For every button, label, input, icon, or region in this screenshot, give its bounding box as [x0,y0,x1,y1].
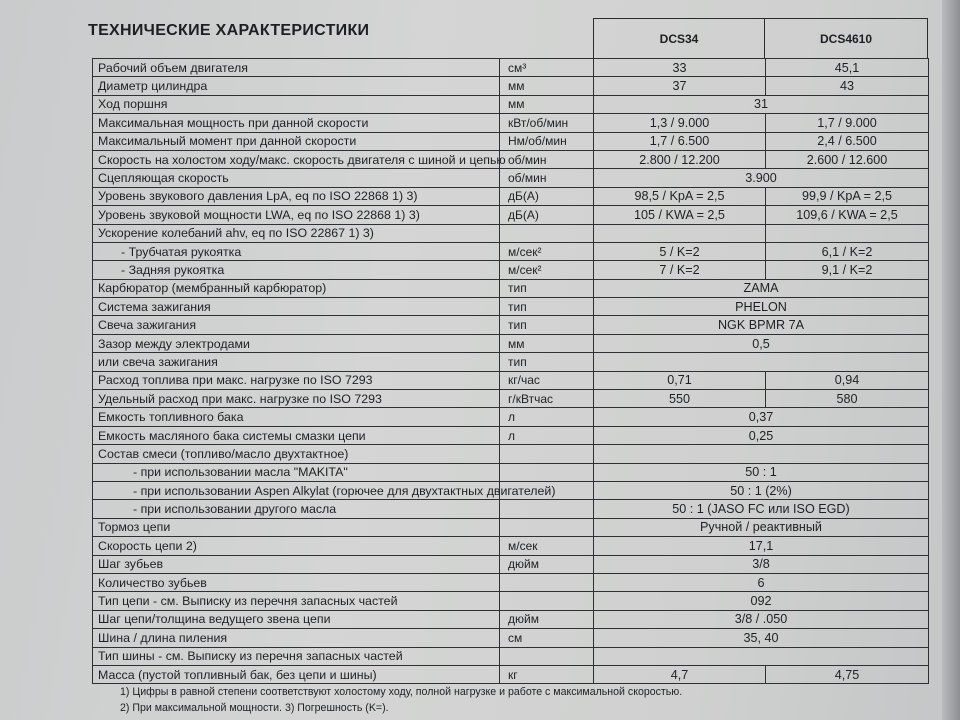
spec-value-shared: 35, 40 [594,629,929,647]
spec-label: Емкость топливного бака [93,408,500,426]
table-row [93,518,929,536]
spec-value-dcs4610: 9,1 / K=2 [766,261,929,279]
spec-label: Шаг цепи/толщина ведущего звена цепи [93,610,500,628]
table-row [93,481,929,499]
spec-label: - при использовании масла "MAKITA" [93,463,500,481]
table-row [93,150,929,168]
spec-unit: г/кВтчас [500,390,594,408]
spec-value-shared: 3/8 [594,555,929,573]
spec-value-dcs4610: 43 [766,77,929,95]
table-row [93,629,929,647]
spec-unit: м/сек [500,537,594,555]
spec-label: Состав смеси (топливо/масло двухтактное) [93,445,500,463]
spec-value-dcs4610: 109,6 / KWA = 2,5 [766,206,929,224]
table-row [93,665,929,683]
page-edge [942,0,960,720]
spec-label: Скорость цепи 2) [93,537,500,555]
spec-value-dcs34: 7 / K=2 [594,261,766,279]
spec-unit [500,445,594,463]
spec-label: Количество зубьев [93,573,500,591]
spec-label: Рабочий объем двигателя [93,59,500,77]
table-row [93,242,929,260]
spec-value-dcs34: 1,3 / 9.000 [594,114,766,132]
spec-unit: об/мин [500,150,594,168]
model-header-dcs4610: DCS4610 [764,18,928,58]
table-row [93,279,929,297]
spec-label: Масса (пустой топливный бак, без цепи и шины) [93,665,500,683]
spec-label: Сцепляющая скорость [93,169,500,187]
table-row [93,261,929,279]
table-row [93,408,929,426]
table-row [93,353,929,371]
spec-unit: кВт/об/мин [500,114,594,132]
spec-value-dcs34: 550 [594,390,766,408]
table-row [93,316,929,334]
spec-value-dcs34 [594,224,766,242]
spec-unit [500,573,594,591]
spec-value-shared: 31 [594,95,929,113]
spec-label: Скорость на холостом ходу/макс. скорость двигателя с шиной и цепью [93,150,500,168]
spec-label: Ускорение колебаний ahv, eq по ISO 22867 1) 3) [93,224,500,242]
spec-unit: тип [500,279,594,297]
spec-value-dcs34: 98,5 / KpA = 2,5 [594,187,766,205]
spec-label: Система зажигания [93,298,500,316]
spec-unit: дБ(А) [500,206,594,224]
spec-label: Уровень звукового давления LpA, eq по ISO 22868 1) 3) [93,187,500,205]
spec-unit [500,224,594,242]
spec-label: Шаг зубьев [93,555,500,573]
spec-value-dcs4610: 580 [766,390,929,408]
spec-label: Расход топлива при макс. нагрузке по ISO 7293 [93,371,500,389]
spec-value-shared: Ручной / реактивный [594,518,929,536]
page-title: ТЕХНИЧЕСКИЕ ХАРАКТЕРИСТИКИ [88,22,370,39]
table-row [93,59,929,77]
spec-label: Удельный расход при макс. нагрузке по ISO 7293 [93,390,500,408]
spec-value-dcs34: 33 [594,59,766,77]
spec-value-dcs34: 2.800 / 12.200 [594,150,766,168]
spec-value-dcs4610: 6,1 / K=2 [766,242,929,260]
spec-value-shared: 3/8 / .050 [594,610,929,628]
spec-value-shared: 0,5 [594,334,929,352]
table-row [93,169,929,187]
spec-unit: тип [500,316,594,334]
table-row [93,95,929,113]
spec-value-shared [594,647,929,665]
model-header-dcs34: DCS34 [593,18,765,58]
spec-unit [500,518,594,536]
spec-value-dcs4610: 1,7 / 9.000 [766,114,929,132]
table-row [93,187,929,205]
table-row [93,537,929,555]
table-row [93,334,929,352]
spec-unit: мм [500,334,594,352]
spec-unit: м/сек² [500,261,594,279]
table-row [93,573,929,591]
table-row [93,426,929,444]
spec-value-dcs34: 37 [594,77,766,95]
spec-unit [500,592,594,610]
spec-unit: см [500,629,594,647]
spec-value-shared: 50 : 1 (JASO FC или ISO EGD) [594,500,929,518]
spec-unit: дБ(А) [500,187,594,205]
spec-label: Максимальный момент при данной скорости [93,132,500,150]
spec-label: Максимальная мощность при данной скорости [93,114,500,132]
spec-value-dcs4610: 4,75 [766,665,929,683]
spec-label: Уровень звуковой мощности LWA, eq по ISO 22868 1) 3) [93,206,500,224]
spec-value-dcs34: 1,7 / 6.500 [594,132,766,150]
spec-value-dcs34: 4,7 [594,665,766,683]
table-row [93,647,929,665]
spec-label: Емкость масляного бака системы смазки цепи [93,426,500,444]
spec-unit: об/мин [500,169,594,187]
spec-value-shared: 50 : 1 [594,463,929,481]
spec-value-dcs4610: 45,1 [766,59,929,77]
spec-value-shared: 50 : 1 (2%) [594,481,929,499]
table-row [93,555,929,573]
spec-label: Тип цепи - см. Выписку из перечня запасных частей [93,592,500,610]
spec-unit [500,500,594,518]
spec-unit: м/сек² [500,242,594,260]
spec-unit: мм [500,95,594,113]
footnote-2: 2) При максимальной мощности. 3) Погрешность (K=). [120,702,389,714]
spec-unit [500,463,594,481]
spec-value-shared: ZAMA [594,279,929,297]
spec-unit: тип [500,298,594,316]
spec-value-shared: 092 [594,592,929,610]
spec-value-shared: 17,1 [594,537,929,555]
spec-value-dcs4610: 0,94 [766,371,929,389]
spec-unit: дюйм [500,555,594,573]
spec-table [92,58,929,684]
spec-unit: Нм/об/мин [500,132,594,150]
spec-unit: дюйм [500,610,594,628]
spec-label: Ход поршня [93,95,500,113]
spec-value-dcs34: 0,71 [594,371,766,389]
table-row [93,114,929,132]
table-row [93,592,929,610]
spec-unit: кг [500,665,594,683]
spec-label: или свеча зажигания [93,353,500,371]
spec-label: Свеча зажигания [93,316,500,334]
table-row [93,610,929,628]
spec-unit: см³ [500,59,594,77]
spec-value-dcs4610: 2,4 / 6.500 [766,132,929,150]
spec-label: Шина / длина пиления [93,629,500,647]
table-row [93,77,929,95]
table-row [93,298,929,316]
table-row [93,445,929,463]
spec-value-shared: NGK BPMR 7A [594,316,929,334]
table-row [93,463,929,481]
spec-value-shared: 0,25 [594,426,929,444]
spec-value-shared: PHELON [594,298,929,316]
spec-label: Карбюратор (мембранный карбюратор) [93,279,500,297]
spec-label: - Задняя рукоятка [93,261,500,279]
spec-unit: л [500,408,594,426]
table-row [93,500,929,518]
spec-label: Зазор между электродами [93,334,500,352]
spec-value-shared [594,353,929,371]
spec-label: Тип шины - см. Выписку из перечня запасных частей [93,647,500,665]
spec-value-dcs4610 [766,224,929,242]
table-row [93,206,929,224]
spec-unit: л [500,426,594,444]
spec-value-shared [594,445,929,463]
table-row [93,371,929,389]
spec-value-dcs34: 105 / KWA = 2,5 [594,206,766,224]
spec-unit [500,647,594,665]
spec-label: Диаметр цилиндра [93,77,500,95]
table-row [93,390,929,408]
table-row [93,224,929,242]
spec-value-dcs4610: 2.600 / 12.600 [766,150,929,168]
spec-label: - при использовании другого масла [93,500,500,518]
spec-value-shared: 3.900 [594,169,929,187]
spec-value-shared: 0,37 [594,408,929,426]
spec-unit: тип [500,353,594,371]
spec-unit: мм [500,77,594,95]
footnote-1: 1) Цифры в равной степени соответствуют холостому ходу, полной нагрузке и работе с максимальной скоростью. [120,686,683,698]
table-row [93,132,929,150]
spec-label: Тормоз цепи [93,518,500,536]
spec-label: - Трубчатая рукоятка [93,242,500,260]
spec-unit: кг/час [500,371,594,389]
spec-value-shared: 6 [594,573,929,591]
spec-value-dcs34: 5 / K=2 [594,242,766,260]
spec-value-dcs4610: 99,9 / KpA = 2,5 [766,187,929,205]
spec-label: - при использовании Aspen Alkylat (горючее для двухтактных двигателей) [93,481,500,499]
